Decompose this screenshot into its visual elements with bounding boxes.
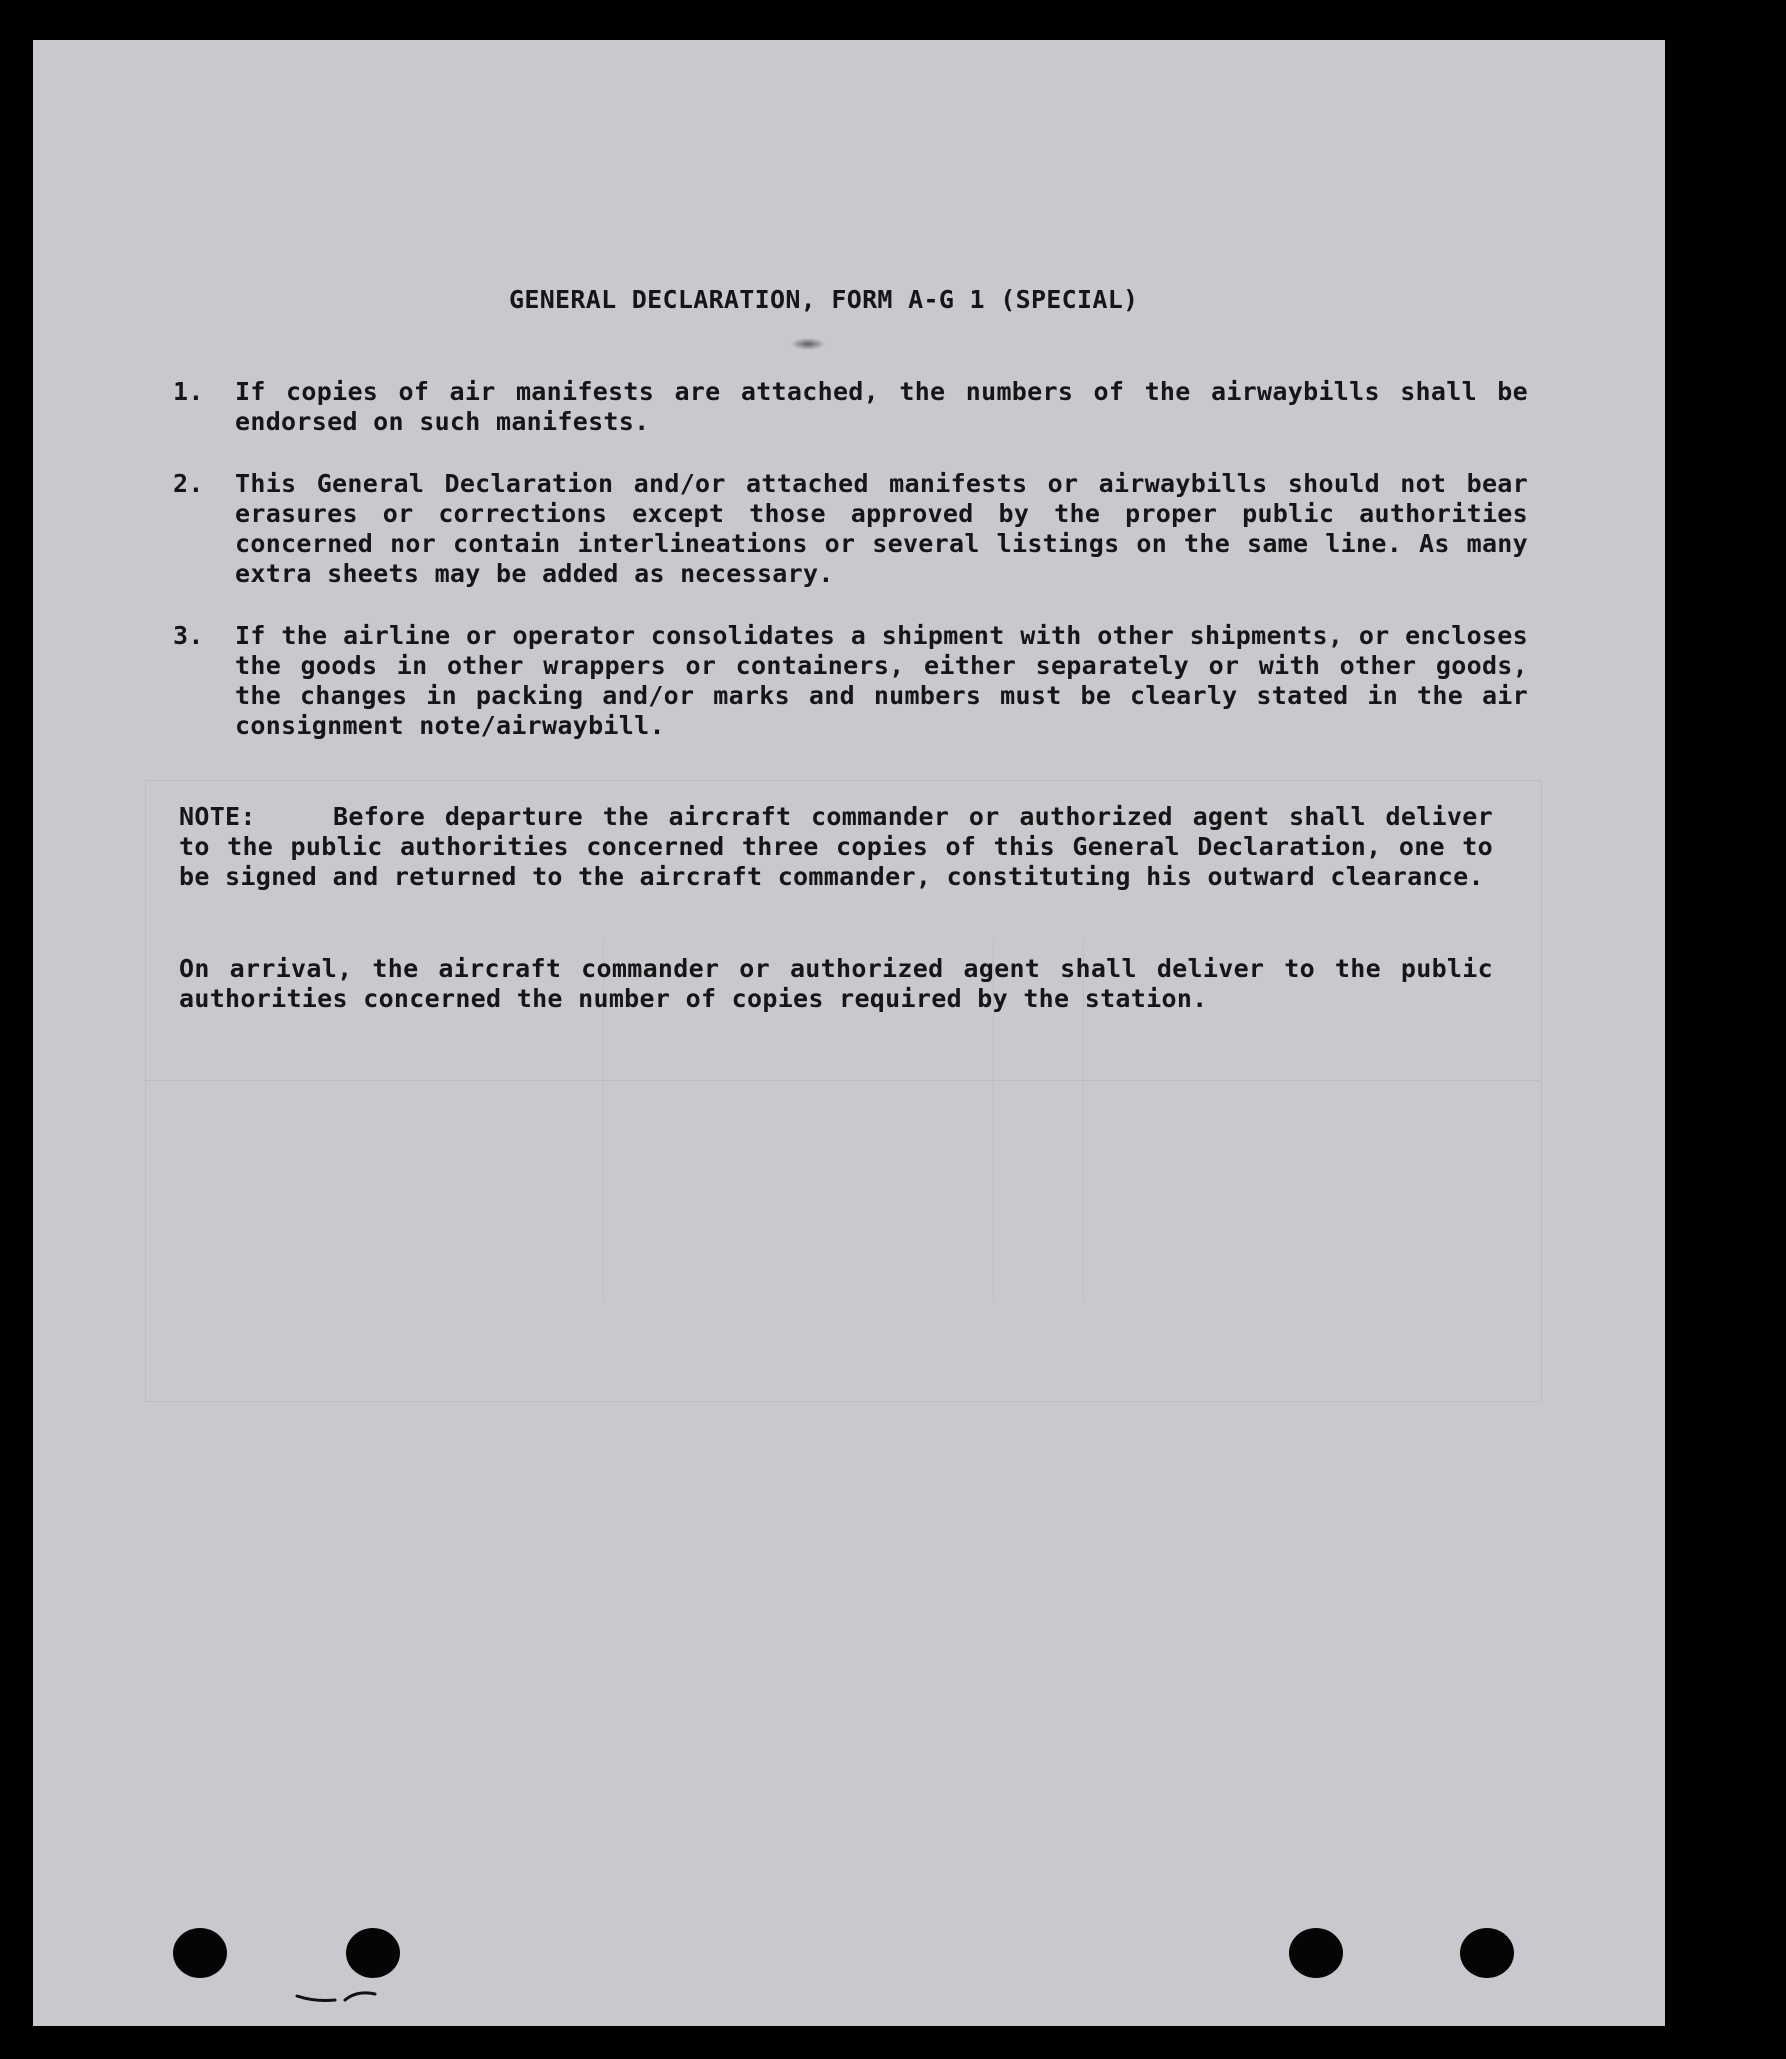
list-item <box>173 377 1528 437</box>
punch-hole <box>1460 1928 1514 1978</box>
note-label: NOTE: <box>179 802 256 831</box>
punch-hole <box>173 1928 227 1978</box>
arrival-paragraph: On arrival, the aircraft commander or authorized agent shall deliver to the public authorities concerned the number of copies required by the station. <box>179 954 1493 1013</box>
item-text: If the airline or operator consolidates a shipment with other shipments, or encloses the goods in other wrappers or containers, either separately or with other goods, the changes in packing and/or marks and numbers must be clearly stated in the air consignment note/airwaybill. <box>235 621 1528 740</box>
item-number: 2. <box>173 469 204 498</box>
item-text: If copies of air manifests are attached, the numbers of the airwaybills shall be endorsed on such manifests. <box>235 377 1528 436</box>
pen-mark <box>295 1988 381 2008</box>
note-paragraph <box>179 802 1493 892</box>
item-number: 3. <box>173 621 204 650</box>
item-number: 1. <box>173 377 204 406</box>
bleed-through-rule <box>145 1080 1540 1081</box>
ink-smudge <box>791 338 825 350</box>
paper-sheet <box>33 40 1665 2026</box>
note-text: Before departure the aircraft commander or authorized agent shall deliver to the public authorities concerned three copies of this General Declaration, one to be signed and returned to the aircraft commander, constituting his outward clearance. <box>179 802 1493 891</box>
punch-hole <box>1289 1928 1343 1978</box>
item-text: This General Declaration and/or attached manifests or airwaybills should not bear erasures or corrections except those approved by the proper public authorities concerned nor contain interlineations or several listings on the same line. As many extra sheets may be added as necessary. <box>235 469 1528 588</box>
list-item <box>173 621 1528 741</box>
document-title: GENERAL DECLARATION, FORM A-G 1 (SPECIAL) <box>509 285 1139 314</box>
list-item <box>173 469 1528 589</box>
punch-hole <box>346 1928 400 1978</box>
